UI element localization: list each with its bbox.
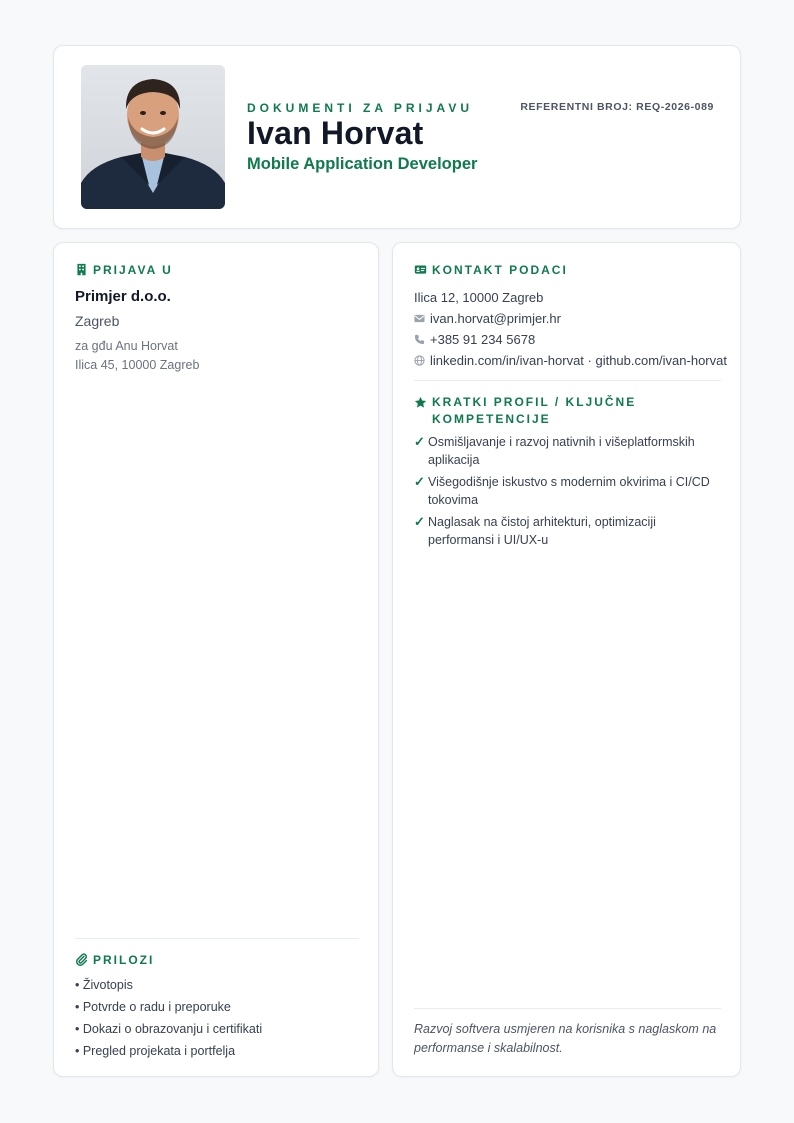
application-title-text: PRIJAVA U	[93, 263, 173, 277]
contact-phone[interactable]	[414, 329, 727, 350]
list-item: • Životopis	[75, 978, 133, 992]
profile-photo	[81, 65, 225, 209]
divider	[75, 938, 359, 939]
recipient-address: Ilica 45, 10000 Zagreb	[75, 358, 200, 372]
list-item: • Dokazi o obrazovanju i certifikati	[75, 1022, 263, 1036]
contact-web-text: linkedin.com/in/ivan-horvat · github.com/ivan-horvat	[430, 353, 727, 368]
attachments-title-text: PRILOZI	[93, 953, 155, 967]
globe-icon	[414, 355, 425, 366]
recipient-block	[75, 337, 199, 375]
skill-text: Višegodišnje iskustvo s modernim okvirima i CI/CD tokovima	[428, 475, 710, 507]
star-icon	[414, 396, 427, 409]
attachments-section-title	[75, 953, 154, 967]
contact-phone-text: +385 91 234 5678	[430, 332, 536, 347]
reference-number: REFERENTNI BROJ: REQ-2026-089	[520, 101, 714, 113]
company-name: Primjer d.o.o.	[75, 288, 171, 305]
application-section-title	[75, 263, 173, 277]
profile-section-title	[414, 394, 636, 428]
contact-list	[414, 287, 727, 371]
contact-email[interactable]	[414, 308, 727, 329]
phone-icon	[414, 334, 425, 345]
check-icon: ✓	[414, 474, 425, 489]
header-kicker: DOKUMENTI ZA PRIJAVU	[247, 101, 474, 115]
check-icon: ✓	[414, 514, 425, 529]
divider	[414, 1008, 721, 1009]
list-item	[414, 433, 724, 469]
profile-tagline: Razvoj softvera usmjeren na korisnika s naglaskom na performanse i skalabilnost.	[414, 1022, 717, 1055]
contact-address	[414, 287, 727, 308]
profile-title-line2: KOMPETENCIJE	[432, 412, 551, 426]
header-card	[53, 45, 741, 229]
list-item	[414, 513, 724, 549]
paperclip-icon	[75, 953, 88, 966]
contact-profile-card	[392, 242, 741, 1077]
contact-email-text: ivan.horvat@primjer.hr	[430, 311, 561, 326]
contact-address-text: Ilica 12, 10000 Zagreb	[414, 290, 544, 305]
list-item	[414, 473, 724, 509]
check-icon: ✓	[414, 434, 425, 449]
building-icon	[75, 263, 88, 276]
contact-web[interactable]	[414, 350, 727, 371]
skill-text: Naglasak na čistoj arhitekturi, optimizaciji performansi i UI/UX-u	[428, 515, 656, 547]
skill-text: Osmišljavanje i razvoj nativnih i višeplatformskih aplikacija	[428, 435, 695, 467]
attachments-list	[75, 976, 262, 1064]
company-city: Zagreb	[75, 313, 120, 329]
recipient-name: za gđu Anu Horvat	[75, 339, 178, 353]
list-item: • Potvrde o radu i preporuke	[75, 1000, 231, 1014]
list-item: • Pregled projekata i portfelja	[75, 1044, 236, 1058]
contact-title-text: KONTAKT PODACI	[432, 263, 568, 277]
divider	[414, 380, 721, 381]
contact-section-title	[414, 263, 568, 277]
applicant-name: Ivan Horvat	[247, 115, 424, 151]
profile-title-text	[432, 394, 636, 428]
id-card-icon	[414, 263, 427, 276]
envelope-icon	[414, 313, 425, 324]
applicant-role: Mobile Application Developer	[247, 155, 478, 173]
skills-list	[414, 433, 724, 553]
profile-title-line1: KRATKI PROFIL / KLJUČNE	[432, 395, 637, 409]
application-card	[53, 242, 379, 1077]
